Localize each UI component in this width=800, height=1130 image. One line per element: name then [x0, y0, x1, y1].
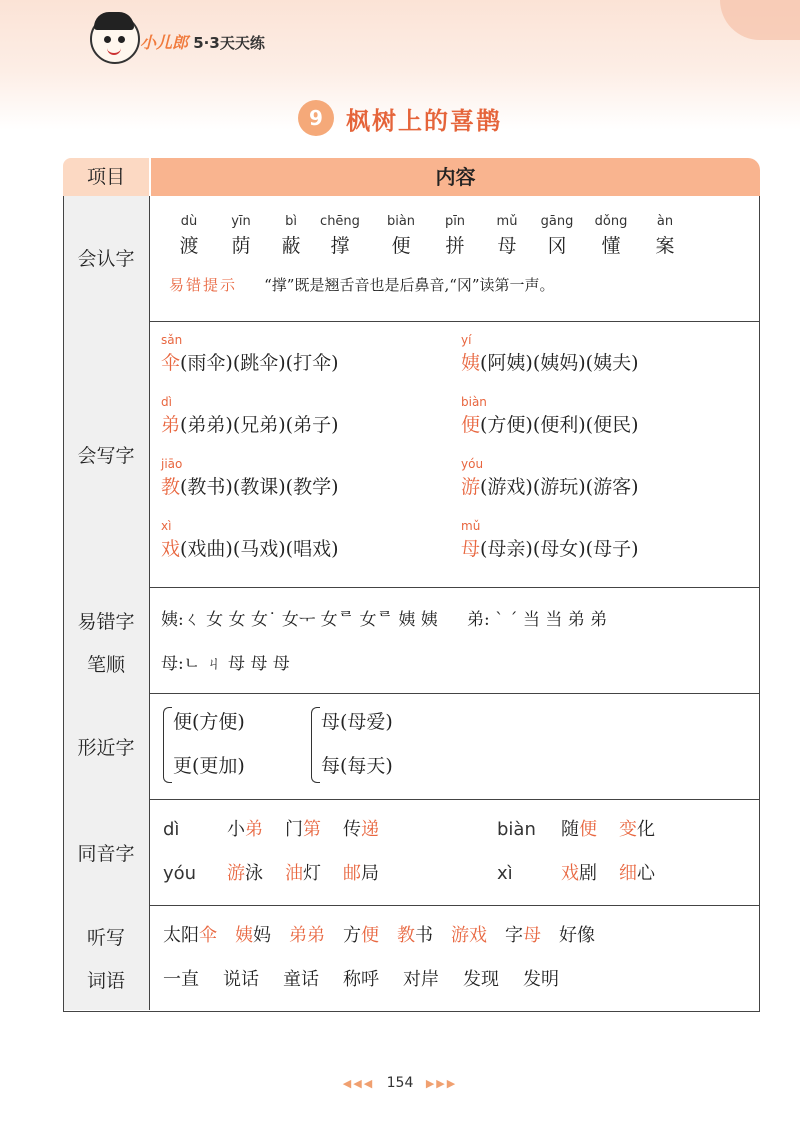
dictation-word: 童话 [283, 969, 319, 990]
word-list: (阿姨)(姨妈)(姨夫) [480, 352, 639, 374]
row-label: 易错字 笔顺 [63, 587, 150, 693]
pinyin: chēng [320, 214, 360, 229]
target-char: 弟 [161, 414, 181, 436]
highlight-char: 邮 [343, 863, 361, 884]
character: 拼 [445, 235, 465, 257]
similar-char: 更(更加) [173, 755, 245, 777]
target-char: 姨 [461, 352, 481, 374]
highlight-char: 递 [361, 819, 379, 840]
word-part: 随 [561, 819, 579, 840]
target-char: 教 [161, 476, 181, 498]
highlight-char: 便 [579, 819, 597, 840]
pinyin: pīn [444, 214, 466, 229]
row-label: 会写字 [63, 321, 150, 587]
lesson-title: 枫树上的喜鹊 [346, 106, 502, 135]
word-part: 传 [343, 819, 361, 840]
highlight-char: 教 [397, 925, 415, 946]
stroke-line-di: 弟: ˋ ˊ 当 当 弟 弟 [467, 610, 608, 630]
row-label: 听写 词语 [63, 905, 150, 1010]
row-label: 同音字 [63, 799, 150, 905]
pinyin: dì [161, 395, 172, 409]
highlight-char: 伞 [199, 925, 217, 946]
character: 渡 [179, 235, 199, 257]
word-list: (弟弟)(兄弟)(弟子) [180, 414, 339, 436]
page-footer [0, 1075, 800, 1091]
word-part: 化 [637, 819, 655, 840]
word-part: 局 [361, 863, 379, 884]
similar-char: 每(每天) [321, 755, 393, 777]
pinyin: dǒng [594, 214, 628, 229]
lesson-heading [0, 100, 800, 136]
pinyin: bì [285, 214, 297, 229]
pinyin: yóu [461, 457, 484, 471]
dictation-word: 称呼 [343, 969, 379, 990]
highlight-char: 第 [303, 819, 321, 840]
dictation-word: 发明 [523, 969, 559, 990]
right-arrows-icon: ▶▶▶ [425, 1077, 458, 1090]
word-part: 好像 [559, 925, 595, 946]
character: 母 [497, 235, 517, 257]
word-list: (母亲)(母女)(母子) [480, 538, 639, 560]
similar-char: 便(方便) [173, 711, 245, 733]
highlight-char: 游 [227, 863, 245, 884]
similar-char: 母(母爱) [321, 711, 393, 733]
pinyin: yīn [231, 214, 251, 229]
word-part: 字 [505, 925, 523, 946]
word-list: (雨伞)(跳伞)(打伞) [180, 352, 339, 374]
dictation-word: 一直 [163, 969, 199, 990]
table-header [63, 158, 760, 196]
highlight-char: 油 [285, 863, 303, 884]
word-part: 书 [415, 925, 433, 946]
brand-series: 5·3天天练 [193, 34, 265, 52]
highlight-char: 戏 [561, 863, 579, 884]
pinyin: mǔ [496, 214, 518, 229]
character: 案 [655, 235, 675, 257]
lesson-number: 9 [298, 100, 334, 136]
header-item: 项目 [63, 158, 149, 196]
pinyin: yóu [163, 863, 197, 884]
target-char: 母 [461, 538, 481, 560]
highlight-char: 弟弟 [289, 925, 325, 946]
word-part: 妈 [253, 925, 271, 946]
page-number: 154 [386, 1075, 414, 1091]
pinyin: mǔ [461, 519, 481, 533]
target-char: 戏 [161, 538, 181, 560]
highlight-char: 姨 [235, 925, 253, 946]
pinyin: biàn [386, 214, 416, 229]
highlight-char: 母 [523, 925, 541, 946]
character: 便 [391, 235, 411, 257]
word-list: (戏曲)(马戏)(唱戏) [180, 538, 339, 560]
stroke-line-mu: 母:ㄴ ㄐ 母 母 母 [161, 654, 290, 674]
pinyin: dì [163, 819, 180, 840]
word-part: 剧 [579, 863, 597, 884]
character: 懂 [601, 235, 621, 257]
target-char: 伞 [161, 352, 181, 374]
word-list: (方便)(便利)(便民) [480, 414, 639, 436]
pinyin: xì [497, 863, 513, 884]
content-table [63, 158, 760, 1011]
word-part: 门 [285, 819, 303, 840]
table-frame [63, 196, 760, 1012]
highlight-char: 便 [361, 925, 379, 946]
dictation-word: 对岸 [403, 969, 439, 990]
dictation-word: 说话 [223, 969, 259, 990]
target-char: 游 [461, 476, 481, 498]
character: 撑 [330, 235, 350, 257]
word-part: 太阳 [163, 925, 199, 946]
mascot-icon [90, 14, 140, 64]
pinyin: biàn [461, 395, 487, 409]
stroke-line-yi: 姨:ㄑ 女 女 女˙ 女ᅮ 女ᄅ 女ᄅ 姨 姨 [161, 610, 438, 630]
header-content: 内容 [151, 158, 760, 196]
pinyin: jiāo [161, 457, 183, 471]
row-label: 会认字 [63, 196, 150, 321]
highlight-char: 细 [619, 863, 637, 884]
character: 荫 [231, 235, 251, 257]
left-arrows-icon: ◀◀◀ [342, 1077, 375, 1090]
tip-text: “撑”既是翘舌音也是后鼻音,“冈”读第一声。 [264, 276, 555, 294]
brand-logo [140, 30, 265, 53]
pinyin: àn [656, 214, 674, 229]
word-part: 小 [227, 819, 245, 840]
word-part: 泳 [245, 863, 263, 884]
word-list: (教书)(教课)(教学) [180, 476, 339, 498]
pinyin: sǎn [161, 333, 183, 347]
target-char: 便 [461, 414, 481, 436]
highlight-char: 弟 [245, 819, 263, 840]
tip-label: 易错提示 [169, 276, 238, 294]
pinyin: dù [180, 214, 198, 229]
word-part: 方 [343, 925, 361, 946]
dictation-word: 发现 [463, 969, 499, 990]
highlight-char: 变 [619, 819, 637, 840]
row-label: 形近字 [63, 693, 150, 799]
brand-name: 小儿郎 [140, 33, 189, 52]
pinyin: biàn [497, 819, 536, 840]
word-part: 心 [637, 863, 655, 884]
word-list: (游戏)(游玩)(游客) [480, 476, 639, 498]
highlight-char: 游戏 [451, 925, 487, 946]
word-part: 灯 [303, 863, 321, 884]
character: 蔽 [281, 235, 301, 257]
pinyin: yí [461, 333, 472, 347]
pinyin: xì [161, 519, 172, 533]
pinyin: gāng [540, 214, 574, 229]
character: 冈 [547, 235, 567, 257]
